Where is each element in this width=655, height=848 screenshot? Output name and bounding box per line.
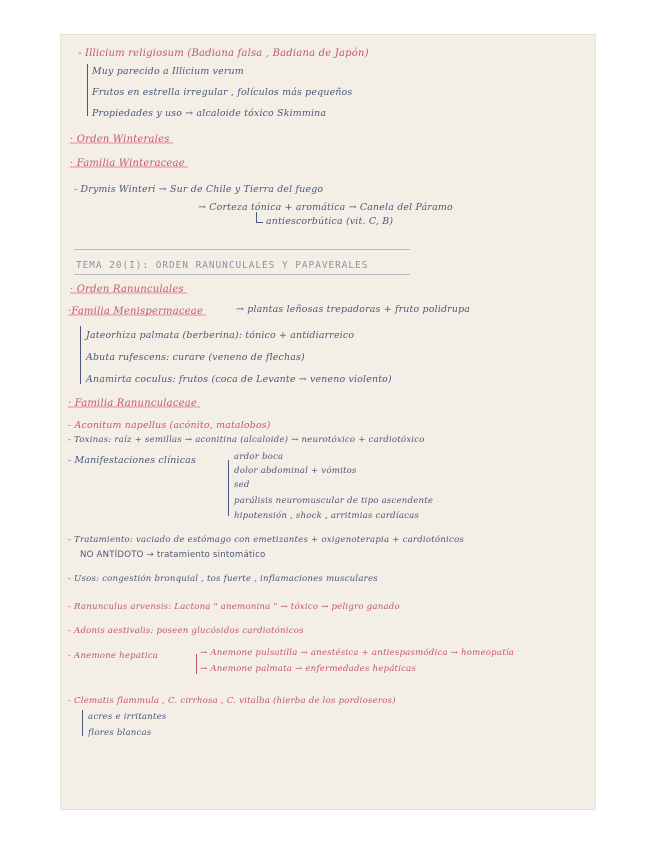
- drymis-line: - Drymis Winteri → Sur de Chile y Tierra del fuego: [74, 184, 324, 195]
- notebook-page: [60, 34, 596, 810]
- familia-menispermaceae: [68, 306, 206, 317]
- anemone-line: - Anemone hepatica: [68, 651, 159, 661]
- orden-ranunculales-label: · Orden Ranunculales: [70, 284, 187, 295]
- drymis-bracket: [256, 212, 263, 223]
- adonis-line: - Adonis aestivalis: poseen glucósidos cardiotónicos: [68, 626, 304, 636]
- anemone-pulsatilla-line: → Anemone pulsatilla → anestésica + antiespasmódica → homeopatía: [200, 648, 515, 658]
- orden-winterales: [70, 134, 173, 145]
- abuta-line: Abuta rufescens: curare (veneno de flechas): [86, 352, 305, 363]
- manifestacion-3: sed: [234, 480, 250, 490]
- familia-winteraceae: [70, 158, 188, 169]
- illicium-note-1: Muy parecido a Illicium verum: [92, 66, 244, 77]
- toxinas-line: - Toxinas: raíz + semillas → aconitina (alcaloide) → neurotóxico + cardiotóxico: [68, 435, 425, 445]
- jateorhiza-line: Jateorhiza palmata (berberina): tónico + antidiarreico: [86, 330, 355, 341]
- clematis-note-1: acres e irritantes: [88, 712, 167, 722]
- usos-line: - Usos: congestión bronquial , tos fuerte , inflamaciones musculares: [68, 574, 378, 584]
- orden-ranunculales: [70, 284, 187, 295]
- illicium-heading: - Illicium religiosum (Badiana falsa , Badiana de Japón): [78, 48, 369, 59]
- illicium-note-2: Frutos en estrella irregular , folículos más pequeños: [92, 87, 353, 98]
- familia-menispermaceae-label: ·Familia Menispermaceae: [68, 306, 206, 317]
- anemone-bracket: [196, 654, 197, 674]
- menispermaceae-bracket: [80, 326, 81, 384]
- tema-title: TEMA 20(I): ORDEN RANUNCULALES Y PAPAVERALES: [76, 260, 369, 271]
- illicium-note-3: Propiedades y uso → alcaloide tóxico Skimmina: [92, 108, 327, 119]
- orden-winterales-label: · Orden Winterales: [70, 134, 173, 145]
- no-antidoto-line: NO ANTÍDOTO → tratamiento sintomático: [80, 550, 266, 560]
- clematis-bracket: [82, 710, 83, 736]
- clematis-line: - Clematis flammula , C. cirrhosa , C. vitalba (hierba de los pordioseros): [68, 696, 396, 706]
- familia-ranunculaceae-label: · Familia Ranunculaceae: [68, 398, 200, 409]
- manifestacion-5: hipotensión , shock , arritmias cardíacas: [234, 511, 420, 521]
- drymis-line-2: → Corteza tónica + aromática → Canela del Páramo: [198, 202, 453, 213]
- menispermaceae-desc: → plantas leñosas trepadoras + fruto polidrupa: [236, 304, 471, 315]
- aconitum-line: - Aconitum napellus (acónito, matalobos): [68, 420, 271, 431]
- familia-winteraceae-label: · Familia Winteraceae: [70, 158, 188, 169]
- manifestacion-1: ardor boca: [234, 452, 284, 462]
- drymis-line-3: antiescorbútica (vit. C, B): [266, 216, 394, 227]
- tratamiento-line: - Tratamiento: vaciado de estómago con emetizantes + oxigenoterapia + cardiotónicos: [68, 535, 464, 545]
- ranunculus-line: - Ranunculus arvensis: Lactona " anemonina " → tóxico → peligro ganado: [68, 602, 400, 612]
- clematis-note-2: flores blancas: [88, 728, 152, 738]
- manifestacion-4: parálisis neuromuscular de tipo ascendente: [234, 496, 434, 506]
- familia-ranunculaceae: [68, 398, 200, 409]
- anemone-palmata-line: → Anemone palmata → enfermedades hepáticas: [200, 664, 417, 674]
- manifestaciones-bracket: [228, 460, 229, 516]
- illicium-bracket: [87, 64, 88, 116]
- manifestacion-2: dolor abdominal + vómitos: [234, 466, 357, 476]
- tema-rule-top: [74, 249, 410, 250]
- tema-rule-bottom: [74, 274, 410, 275]
- anamirta-line: Anamirta coculus: frutos (coca de Levante → veneno violento): [86, 374, 392, 385]
- manifestaciones-line: - Manifestaciones clínicas: [68, 455, 196, 466]
